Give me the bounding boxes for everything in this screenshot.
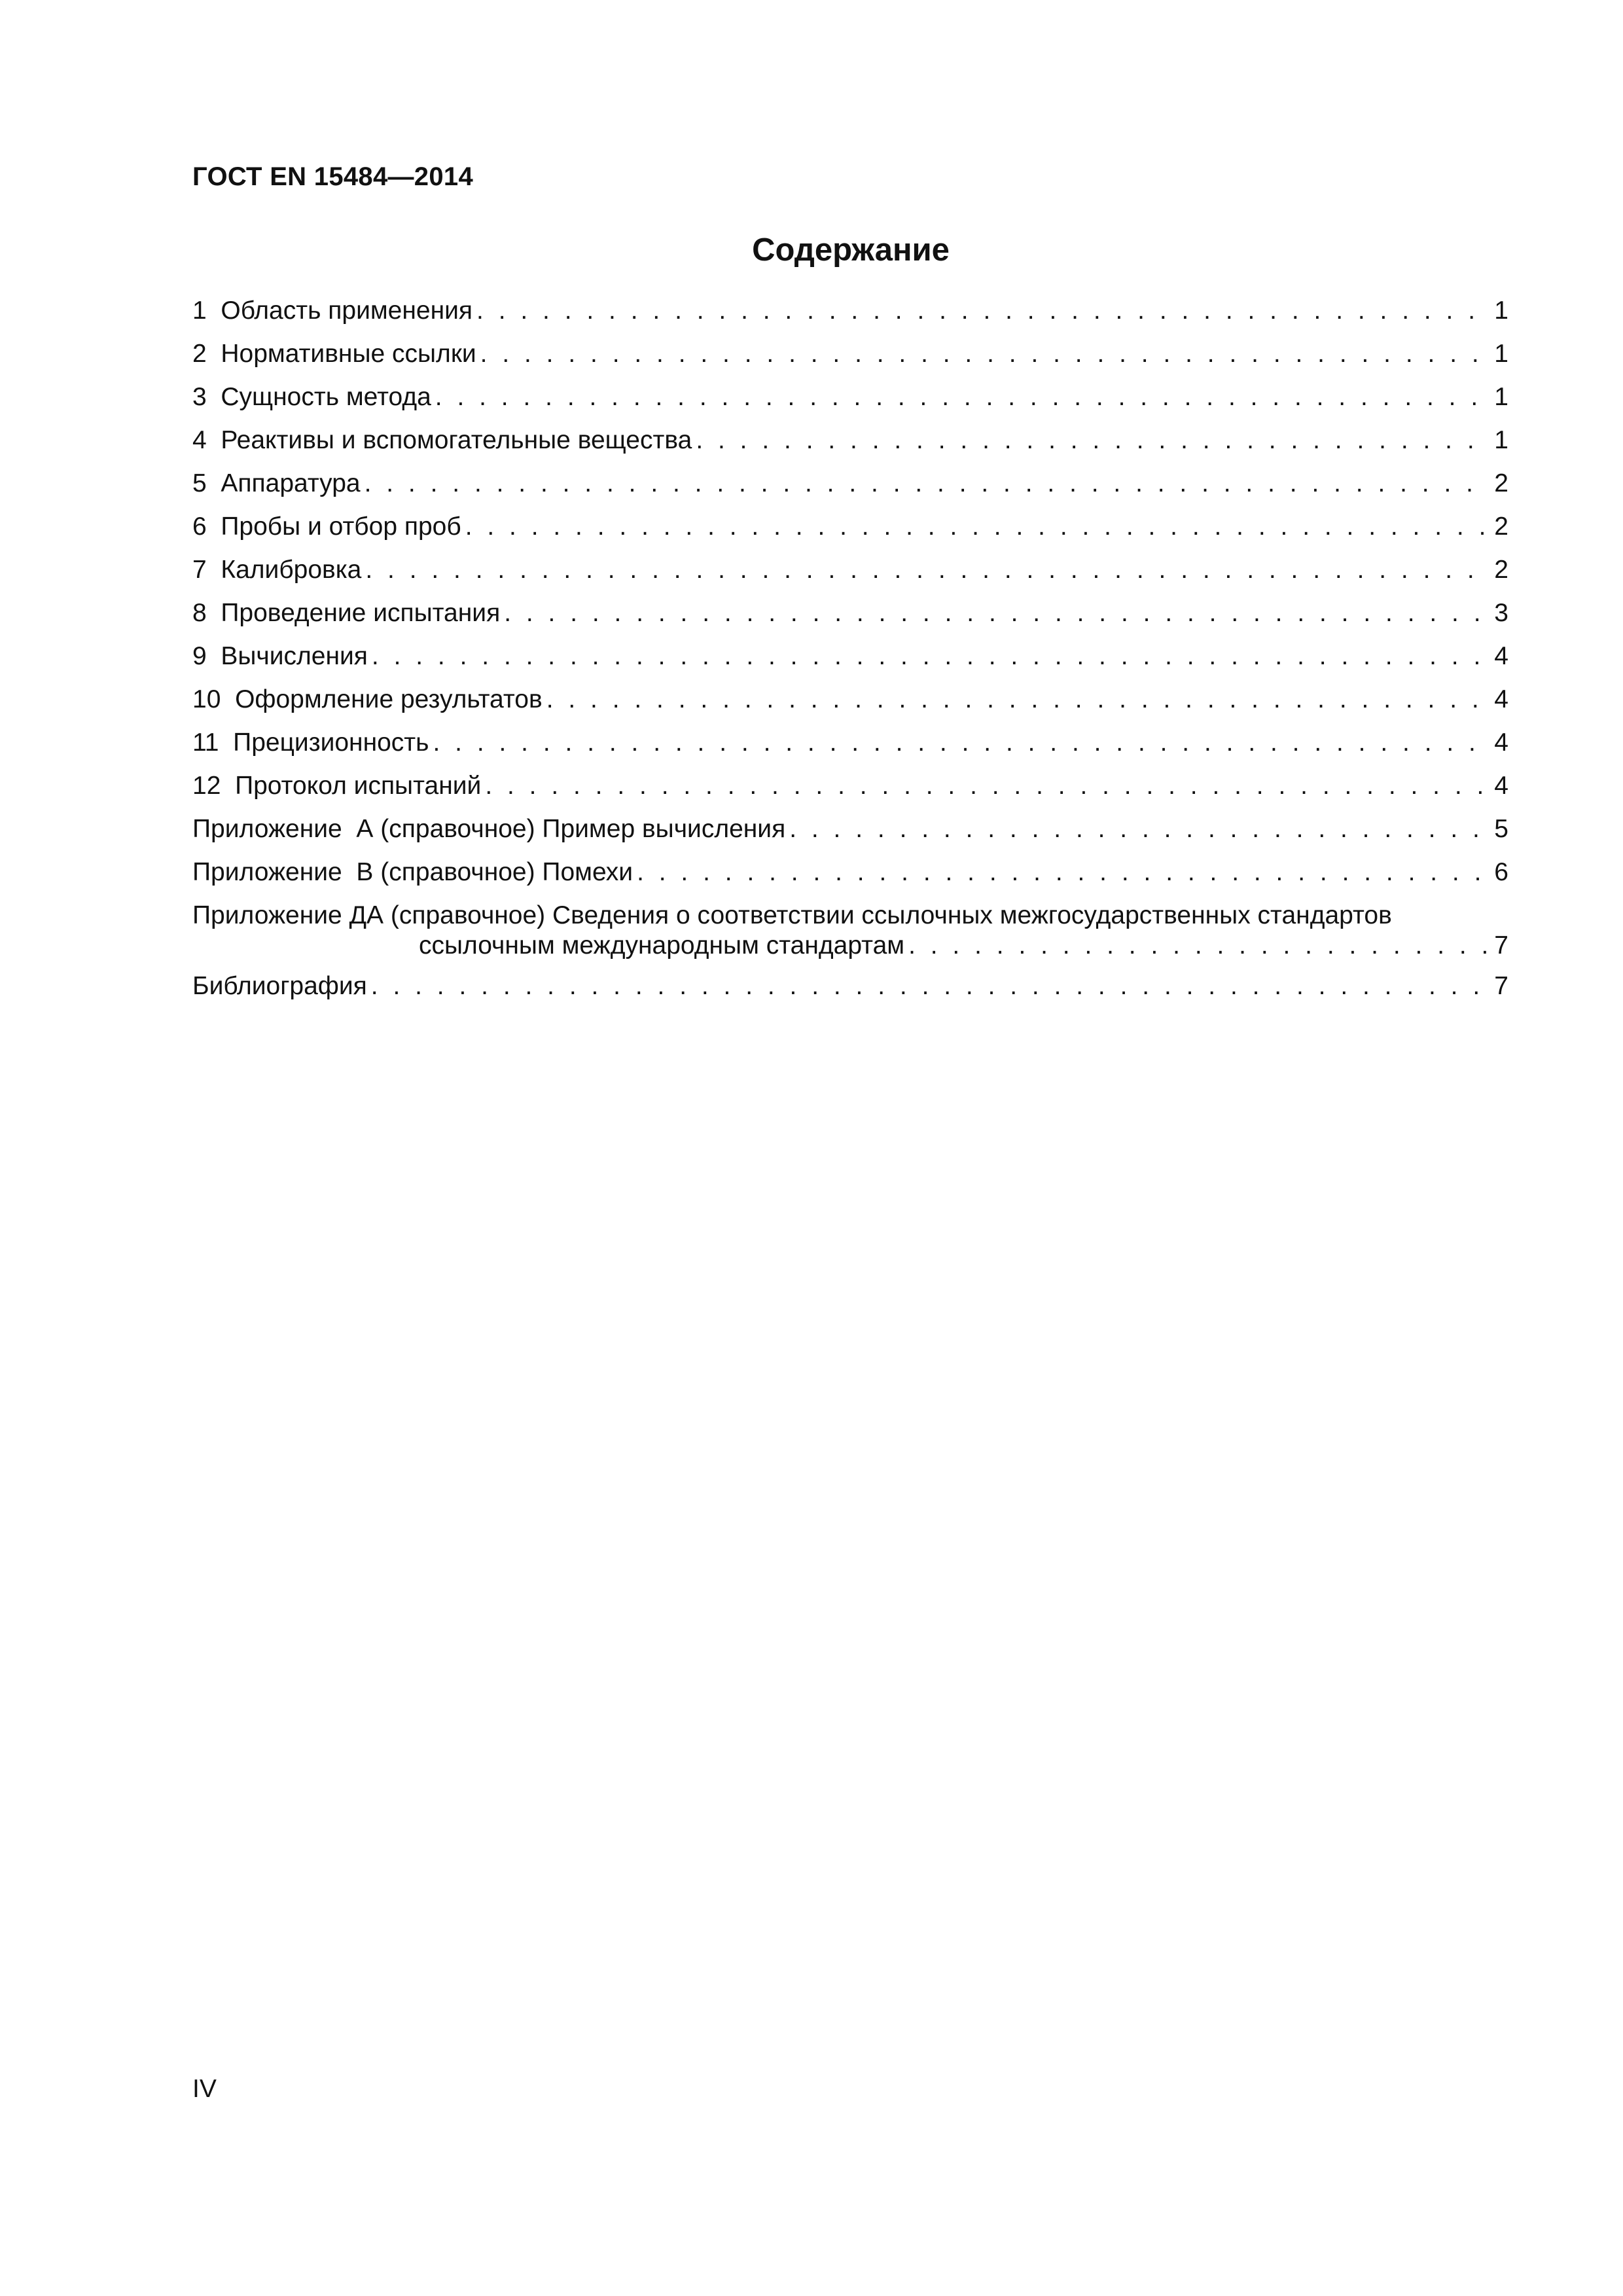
toc-leader-dots <box>696 425 1489 456</box>
toc-item-page: 4 <box>1494 685 1508 713</box>
toc-item[interactable] <box>192 469 1508 512</box>
toc-item-text: Проведение испытания <box>221 599 501 627</box>
toc-leader-dots <box>365 469 1489 499</box>
toc-item-text: Вычисления <box>221 642 368 670</box>
toc-item-number: Приложение <box>192 858 357 886</box>
toc-item[interactable] <box>192 685 1508 728</box>
toc-leader-dots <box>476 296 1489 326</box>
toc-item[interactable] <box>192 728 1508 771</box>
toc-item-page: 4 <box>1494 728 1508 757</box>
toc-leader-dots <box>480 339 1489 369</box>
toc-item-number: 6 <box>192 512 221 541</box>
toc-item-text: Калибровка <box>221 556 362 584</box>
toc-leader-dots <box>485 771 1489 801</box>
toc-item[interactable] <box>192 814 1508 857</box>
toc-item-number: 5 <box>192 469 221 497</box>
toc-item[interactable] <box>192 641 1508 685</box>
toc-item[interactable] <box>192 339 1508 382</box>
toc-item-text: Протокол испытаний <box>235 772 482 800</box>
toc-leader-dots <box>433 728 1489 758</box>
toc-item-page: 3 <box>1494 599 1508 627</box>
toc-item-page: 2 <box>1494 556 1508 584</box>
toc-item-text: Аппаратура <box>221 469 361 497</box>
toc-item[interactable] <box>192 425 1508 469</box>
toc-item-text: Приложение ДА (справочное) Сведения о соответствии ссылочных межгосударственных стандартов <box>192 901 1392 929</box>
toc-item-page: 7 <box>1494 931 1508 960</box>
toc-item-number: 8 <box>192 599 221 627</box>
toc-leader-dots <box>435 382 1489 412</box>
toc-item-number: 1 <box>192 296 221 325</box>
toc-item[interactable] <box>192 296 1508 339</box>
toc-item-appendix-da[interactable] <box>192 901 1508 961</box>
toc-leader-dots <box>504 598 1489 628</box>
page-number: IV <box>192 2075 217 2103</box>
toc-item-text: А (справочное) Пример вычисления <box>356 815 786 843</box>
toc-item-text: Прецизионность <box>233 728 429 757</box>
toc-item-number: 10 <box>192 685 236 713</box>
toc-item-page: 5 <box>1494 815 1508 843</box>
toc-item[interactable] <box>192 857 1508 901</box>
toc-item[interactable] <box>192 512 1508 555</box>
toc-item[interactable] <box>192 771 1508 814</box>
toc-leader-dots <box>908 931 1489 961</box>
toc-item-text: Область применения <box>221 296 473 325</box>
toc-item-page: 1 <box>1494 383 1508 411</box>
toc-item-number: 2 <box>192 340 221 368</box>
toc-leader-dots <box>365 555 1489 585</box>
toc-leader-dots <box>546 685 1489 715</box>
toc-item-page: 4 <box>1494 642 1508 670</box>
toc-item-number: Приложение <box>192 815 357 843</box>
toc-leader-dots <box>637 857 1489 888</box>
toc-item-number: 4 <box>192 426 221 454</box>
toc-item-text: Библиография <box>192 972 367 1000</box>
toc-leader-dots <box>372 641 1489 672</box>
toc-item-text: Оформление результатов <box>235 685 543 713</box>
toc-item-page: 2 <box>1494 512 1508 541</box>
toc-item-page: 4 <box>1494 772 1508 800</box>
toc-item-page: 1 <box>1494 340 1508 368</box>
toc-leader-dots <box>465 512 1489 542</box>
toc-item-page: 1 <box>1494 296 1508 325</box>
toc-item-number: 9 <box>192 642 221 670</box>
toc-item-text: Реактивы и вспомогательные вещества <box>221 426 692 454</box>
toc-item-text: Сущность метода <box>221 383 431 411</box>
toc-item-number: 7 <box>192 556 221 584</box>
toc-item-bibliography[interactable] <box>192 971 1508 1014</box>
toc-item-text: Нормативные ссылки <box>221 340 476 368</box>
toc-item-text-continued: ссылочным международным стандартам <box>419 931 905 960</box>
toc-item-page: 2 <box>1494 469 1508 497</box>
toc-item-number: 12 <box>192 772 236 800</box>
toc-title: Содержание <box>752 232 950 268</box>
toc-item[interactable] <box>192 382 1508 425</box>
toc-item-number: 3 <box>192 383 221 411</box>
toc-item[interactable] <box>192 598 1508 641</box>
toc-item-page: 7 <box>1494 972 1508 1000</box>
toc-item[interactable] <box>192 555 1508 598</box>
toc-leader-dots <box>789 814 1489 844</box>
table-of-contents <box>192 296 1508 1014</box>
toc-item-page: 6 <box>1494 858 1508 886</box>
toc-leader-dots <box>371 971 1489 1001</box>
document-code: ГОСТ EN 15484—2014 <box>192 162 473 191</box>
toc-item-text: В (справочное) Помехи <box>356 858 633 886</box>
toc-item-page: 1 <box>1494 426 1508 454</box>
toc-item-text: Пробы и отбор проб <box>221 512 461 541</box>
toc-item-number: 11 <box>192 728 234 757</box>
